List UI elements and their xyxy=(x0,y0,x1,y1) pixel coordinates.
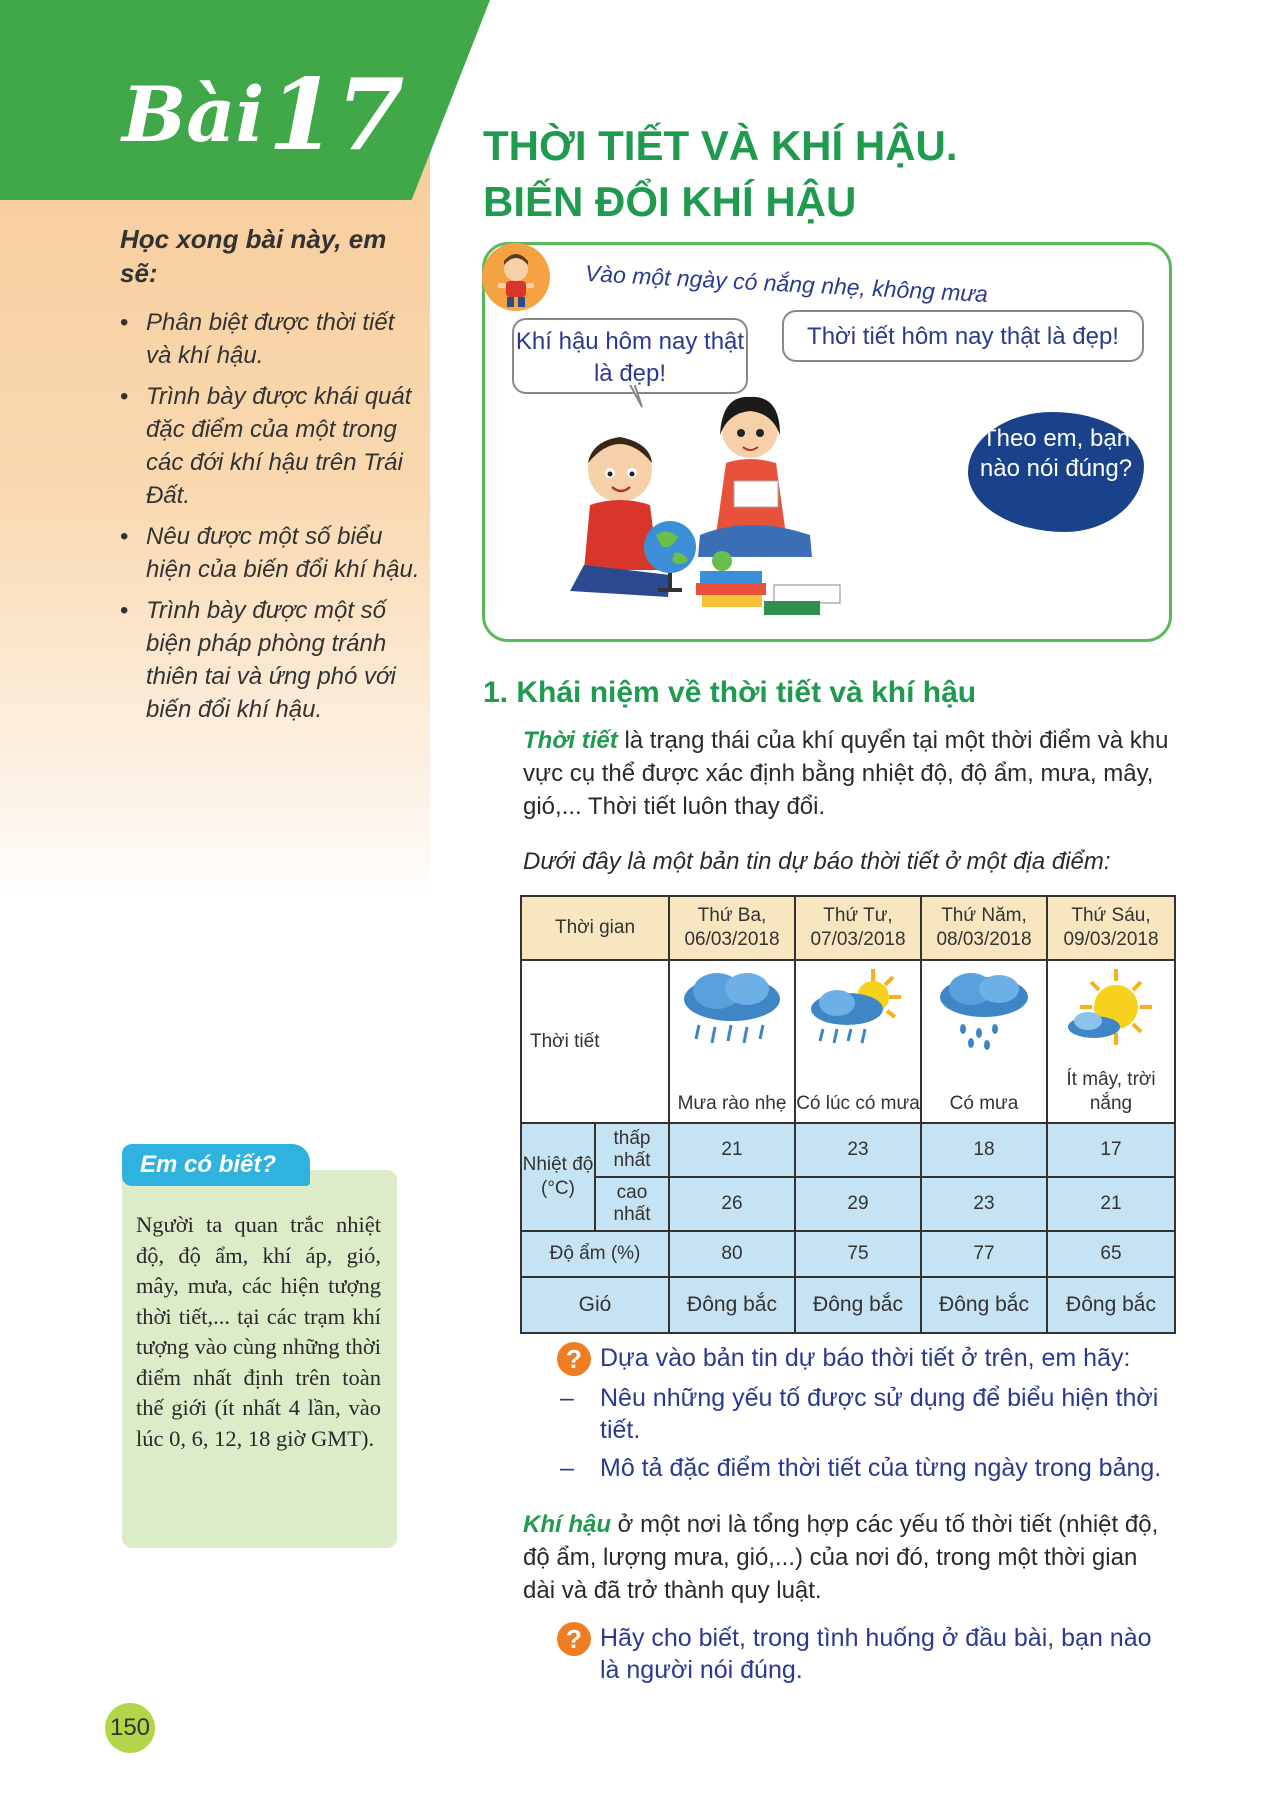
objective-item: • Trình bày được khái quát đặc điểm của một trong các đới khí hậu trên Trái Đất. xyxy=(120,380,420,512)
weather-definition xyxy=(523,724,1175,823)
weather-definition-text: là trạng thái của khí quyển tại một thời điểm và khu vực cụ thể được xác định bằng nhiệt độ, độ ẩm, mưa, mây, gió,... Thời tiết luôn thay đổi. xyxy=(523,727,1169,820)
time-label: Thời gian xyxy=(521,896,669,960)
question-bubble: Theo em, bạn nào nói đúng? xyxy=(968,412,1144,532)
day-name: Thứ Tư, xyxy=(823,905,893,926)
day-name: Thứ Sáu, xyxy=(1071,905,1151,926)
lesson-number: 17 xyxy=(268,58,405,173)
high-temp-label: cao nhất xyxy=(595,1177,669,1231)
day-header-cell xyxy=(669,896,795,960)
weather-desc: Mưa rào nhẹ xyxy=(677,1093,787,1114)
weather-cell xyxy=(669,960,795,1123)
high-temp-value: 26 xyxy=(669,1177,795,1231)
weather-forecast-table xyxy=(520,895,1176,1334)
children-with-globe-illustration xyxy=(550,385,880,625)
wind-value: Đông bắc xyxy=(669,1277,795,1333)
wind-label: Gió xyxy=(521,1277,669,1333)
page-number: 150 xyxy=(105,1703,155,1753)
high-temp-value: 29 xyxy=(795,1177,921,1231)
day-date: 09/03/2018 xyxy=(1063,929,1159,950)
weather-cell xyxy=(1047,960,1175,1123)
humidity-value: 75 xyxy=(795,1231,921,1277)
speech-bubble-weather: Thời tiết hôm nay thật là đẹp! xyxy=(782,310,1144,362)
avatar xyxy=(482,243,550,311)
objective-item: • Trình bày được một số biện pháp phòng tránh thiên tai và ứng phó với biến đổi khí hậu. xyxy=(120,594,420,726)
table-row xyxy=(521,1277,1175,1333)
weather-cell xyxy=(921,960,1047,1123)
did-you-know-title: Em có biết? xyxy=(122,1144,310,1186)
kid-avatar-icon xyxy=(482,243,550,311)
high-temp-value: 23 xyxy=(921,1177,1047,1231)
page-title xyxy=(483,118,958,230)
day-date: 06/03/2018 xyxy=(684,929,780,950)
climate-term: Khí hậu xyxy=(523,1511,611,1538)
weather-cell xyxy=(795,960,921,1123)
weather-term: Thời tiết xyxy=(523,727,618,754)
objectives-heading: Học xong bài này, em sẽ: xyxy=(120,224,387,288)
low-temp-value: 21 xyxy=(669,1123,795,1177)
day-name: Thứ Năm, xyxy=(941,905,1027,926)
humidity-label: Độ ẩm (%) xyxy=(521,1231,669,1277)
title-line-1: THỜI TIẾT VÀ KHÍ HẬU. xyxy=(483,122,958,169)
day-header-cell xyxy=(1047,896,1175,960)
section-heading: 1. Khái niệm về thời tiết và khí hậu xyxy=(483,676,977,709)
table-row xyxy=(521,960,1175,1123)
day-header-cell xyxy=(921,896,1047,960)
rain-cloud-icon xyxy=(677,967,787,1057)
wind-value: Đông bắc xyxy=(795,1277,921,1333)
sun-rain-cloud-icon xyxy=(803,967,913,1057)
high-temp-value: 21 xyxy=(1047,1177,1175,1231)
climate-definition-text: ở một nơi là tổng hợp các yếu tố thời tiết (nhiệt độ, độ ẩm, lượng mưa, gió,...) của nơi đó, trong một thời gian dài và đã trở thành quy luật. xyxy=(523,1511,1159,1604)
lesson-label: Bài xyxy=(122,70,265,159)
day-name: Thứ Ba, xyxy=(697,905,767,926)
low-temp-value: 23 xyxy=(795,1123,921,1177)
day-date: 08/03/2018 xyxy=(936,929,1032,950)
title-line-2: BIẾN ĐỔI KHÍ HẬU xyxy=(483,178,857,225)
humidity-value: 80 xyxy=(669,1231,795,1277)
speech-bubble-climate: Khí hậu hôm nay thật là đẹp! xyxy=(512,318,748,394)
humidity-value: 65 xyxy=(1047,1231,1175,1277)
question-1-item: – Mô tả đặc điểm thời tiết của từng ngày trong bảng. xyxy=(560,1452,1176,1484)
day-date: 07/03/2018 xyxy=(810,929,906,950)
did-you-know-box: Người ta quan trắc nhiệt độ, độ ẩm, khí áp, gió, mây, mưa, các hiện tượng thời tiết,... tại các trạm khí tượng vào cùng những thời điểm nhất định trên toàn thế giới (ít nhất 4 lần, vào lúc 0, 6, 12, 18 giờ GMT). xyxy=(122,1170,397,1548)
table-row xyxy=(521,1123,1175,1177)
low-temp-value: 17 xyxy=(1047,1123,1175,1177)
question-1-item: – Nêu những yếu tố được sử dụng để biểu hiện thời tiết. xyxy=(560,1382,1176,1446)
objective-item: • Phân biệt được thời tiết và khí hậu. xyxy=(120,306,420,372)
temperature-label: Nhiệt độ (°C) xyxy=(521,1123,595,1231)
objectives-list xyxy=(120,306,420,734)
question-1: Dựa vào bản tin dự báo thời tiết ở trên, em hãy: xyxy=(600,1344,1131,1372)
table-row xyxy=(521,1177,1175,1231)
weather-desc: Có lúc có mưa xyxy=(796,1093,920,1114)
table-row xyxy=(521,1231,1175,1277)
low-temp-label: thấp nhất xyxy=(595,1123,669,1177)
table-row xyxy=(521,896,1175,960)
rain-icon xyxy=(929,967,1039,1057)
sun-cloud-icon xyxy=(1056,967,1166,1057)
question-2: Hãy cho biết, trong tình huống ở đầu bài, bạn nào là người nói đúng. xyxy=(600,1624,1152,1684)
humidity-value: 77 xyxy=(921,1231,1047,1277)
question-mark-icon: ? xyxy=(557,1342,591,1376)
intro-caption: Vào một ngày có nắng nhẹ, không mưa xyxy=(584,260,989,308)
weather-desc: Có mưa xyxy=(949,1093,1019,1114)
low-temp-value: 18 xyxy=(921,1123,1047,1177)
weather-label: Thời tiết xyxy=(521,960,669,1123)
objective-item: • Nêu được một số biểu hiện của biến đổi khí hậu. xyxy=(120,520,420,586)
question-mark-icon: ? xyxy=(557,1622,591,1656)
table-intro: Dưới đây là một bản tin dự báo thời tiết ở một địa điểm: xyxy=(523,848,1111,875)
climate-definition xyxy=(523,1508,1175,1607)
day-header-cell xyxy=(795,896,921,960)
weather-desc: Ít mây, trời nắng xyxy=(1066,1069,1156,1114)
wind-value: Đông bắc xyxy=(1047,1277,1175,1333)
wind-value: Đông bắc xyxy=(921,1277,1047,1333)
